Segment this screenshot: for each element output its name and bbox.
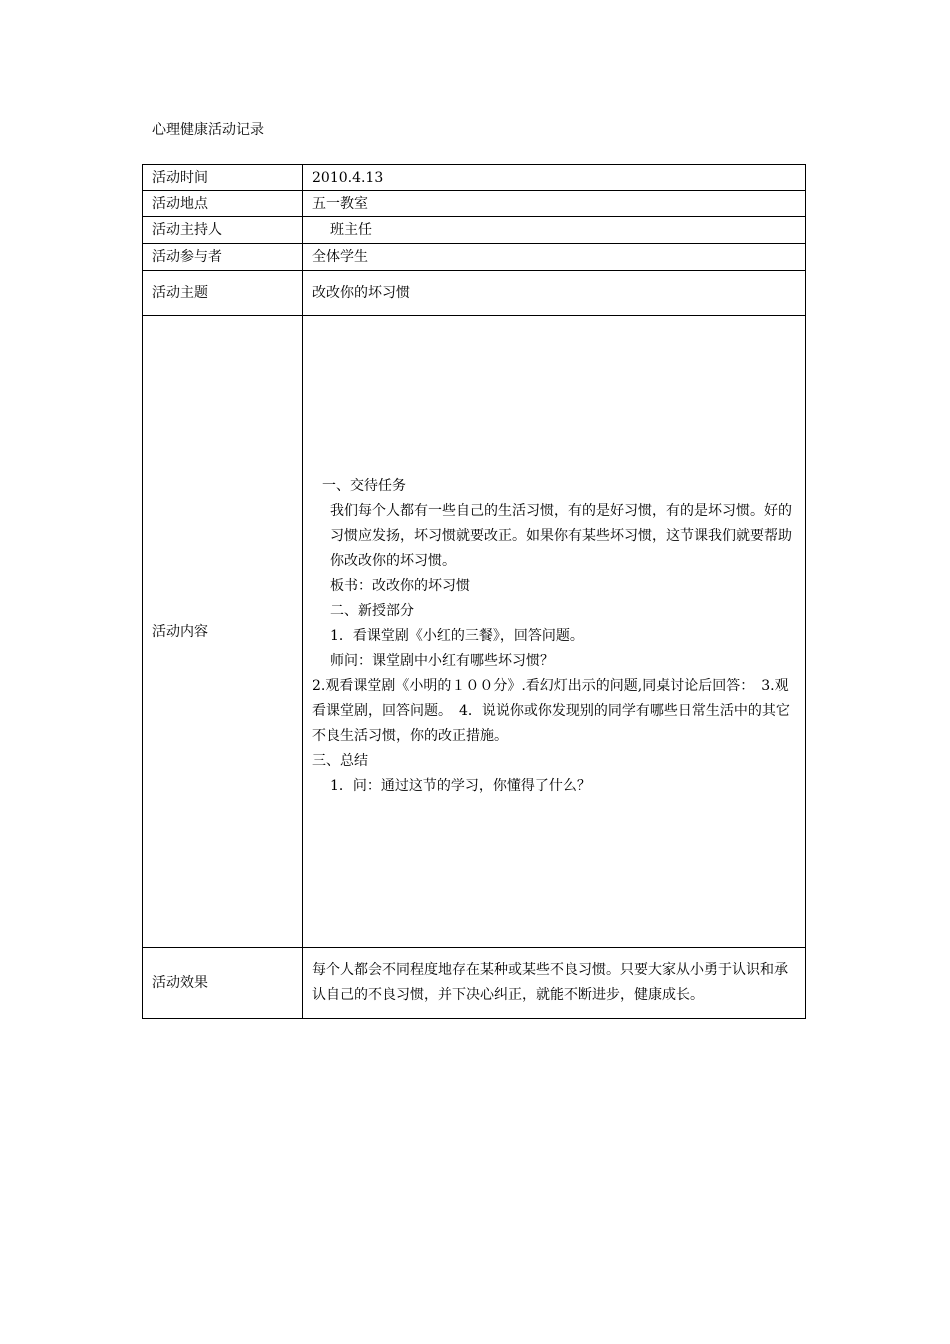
content-blackboard-note: 板书：改改你的坏习惯 bbox=[330, 578, 470, 594]
value-activity-host bbox=[303, 217, 806, 244]
label-activity-host: 活动主持人 bbox=[143, 217, 303, 244]
activity-record-table bbox=[142, 164, 806, 1019]
label-activity-time: 活动时间 bbox=[143, 165, 303, 191]
label-activity-participants: 活动参与者 bbox=[143, 244, 303, 271]
row-activity-host bbox=[143, 217, 806, 244]
value-activity-place: 五一教室 bbox=[303, 191, 806, 217]
label-activity-theme: 活动主题 bbox=[143, 271, 303, 316]
content-summary-question: 1．问：通过这节的学习，你懂得了什么？ bbox=[330, 778, 591, 794]
value-activity-content bbox=[303, 316, 806, 948]
content-paragraph-intro: 我们每个人都有一些自己的生活习惯，有的是好习惯，有的是坏习惯。好的习惯应发扬，坏习惯就要改正。如果你有某些坏习惯，这节课我们就要帮助你改改你的坏习惯。 bbox=[330, 503, 792, 569]
value-activity-theme: 改改你的坏习惯 bbox=[303, 271, 806, 316]
content-step-1: 1．看课堂剧《小红的三餐》，回答问题。 bbox=[330, 628, 584, 644]
value-activity-effect bbox=[303, 948, 806, 1019]
content-heading-task: 一、交待任务 bbox=[322, 478, 406, 494]
content-teacher-question: 师问：课堂剧中小红有哪些坏习惯？ bbox=[330, 653, 554, 669]
value-activity-time: 2010.4.13 bbox=[303, 165, 806, 191]
activity-content-body bbox=[312, 316, 796, 799]
label-activity-content: 活动内容 bbox=[143, 316, 303, 948]
value-activity-participants: 全体学生 bbox=[303, 244, 806, 271]
row-activity-content bbox=[143, 316, 806, 948]
activity-effect-text: 每个人都会不同程度地存在某种或某些不良习惯。只要大家从小勇于认识和承认自己的不良习惯，并下决心纠正，就能不断进步，健康成长。 bbox=[312, 962, 788, 1003]
row-activity-effect bbox=[143, 948, 806, 1019]
label-activity-place: 活动地点 bbox=[143, 191, 303, 217]
row-activity-place bbox=[143, 191, 806, 217]
value-activity-host-text: 班主任 bbox=[330, 222, 372, 238]
row-activity-theme bbox=[143, 271, 806, 316]
content-steps-2-4: 2.观看课堂剧《小明的１００分》.看幻灯出示的问题,同桌讨论后回答： 3.观看课堂剧，回答问题。 4．说说你或你发现别的同学有哪些日常生活中的其它不良生活习惯，你的改正措施。 bbox=[312, 678, 790, 744]
content-heading-summary: 三、总结 bbox=[312, 753, 368, 769]
row-activity-participants bbox=[143, 244, 806, 271]
document-title: 心理健康活动记录 bbox=[152, 122, 264, 138]
label-activity-effect: 活动效果 bbox=[143, 948, 303, 1019]
content-heading-new-lesson: 二、新授部分 bbox=[330, 603, 414, 619]
row-activity-time bbox=[143, 165, 806, 191]
